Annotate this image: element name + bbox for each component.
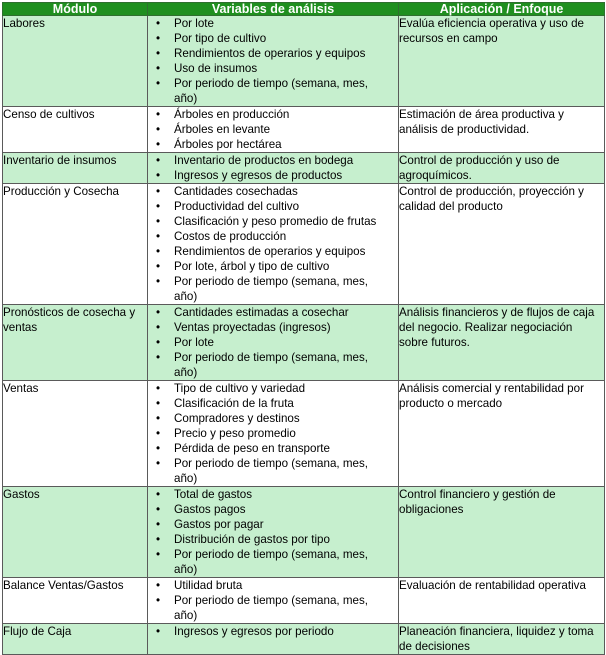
module-name: Censo de cultivos: [3, 107, 148, 153]
application-text: Control de producción, proyección y calidad del producto: [399, 184, 605, 305]
bullet-icon: •: [155, 397, 161, 410]
application-text: Análisis financieros y de flujos de caja del negocio. Realizar negociación sobre futuros.: [399, 305, 605, 381]
variables-list: [148, 153, 398, 183]
variable-item: [148, 61, 398, 76]
bullet-icon: •: [155, 594, 161, 607]
variables-cell: [148, 107, 399, 153]
variable-text: Por periodo de tiempo (semana, mes, año): [174, 351, 368, 379]
bullet-icon: •: [155, 123, 161, 136]
variable-item: [148, 411, 398, 426]
variable-item: [148, 76, 398, 106]
bullet-icon: •: [155, 457, 161, 470]
variable-item: [148, 396, 398, 411]
variables-cell: [148, 153, 399, 184]
variables-list: [148, 184, 398, 304]
variable-item: [148, 578, 398, 593]
bullet-icon: •: [155, 215, 161, 228]
module-name: Flujo de Caja: [3, 624, 148, 655]
variable-text: Clasificación de la fruta: [174, 397, 294, 410]
application-text: Estimación de área productiva y análisis de productividad.: [399, 107, 605, 153]
header-modulo: Módulo: [3, 3, 148, 16]
variable-text: Ingresos y egresos de productos: [174, 169, 343, 182]
bullet-icon: •: [155, 17, 161, 30]
variables-cell: [148, 305, 399, 381]
variable-item: [148, 229, 398, 244]
module-name: Ventas: [3, 381, 148, 487]
variable-text: Tipo de cultivo y variedad: [174, 382, 306, 395]
variable-item: [148, 259, 398, 274]
bullet-icon: •: [155, 442, 161, 455]
variable-item: [148, 532, 398, 547]
variable-text: Por lote: [174, 336, 214, 349]
variable-text: Productividad del cultivo: [174, 200, 300, 213]
bullet-icon: •: [155, 533, 161, 546]
variable-item: [148, 244, 398, 259]
application-text: Control de producción y uso de agroquímicos.: [399, 153, 605, 184]
variable-item: [148, 31, 398, 46]
variables-list: [148, 107, 398, 152]
variable-text: Por periodo de tiempo (semana, mes, año): [174, 594, 368, 622]
bullet-icon: •: [155, 32, 161, 45]
module-name: Inventario de insumos: [3, 153, 148, 184]
module-name: Producción y Cosecha: [3, 184, 148, 305]
variables-cell: [148, 624, 399, 655]
bullet-icon: •: [155, 154, 161, 167]
bullet-icon: •: [155, 77, 161, 90]
bullet-icon: •: [155, 306, 161, 319]
bullet-icon: •: [155, 518, 161, 531]
variable-item: [148, 593, 398, 623]
bullet-icon: •: [155, 412, 161, 425]
bullet-icon: •: [155, 138, 161, 151]
variables-list: [148, 16, 398, 106]
variables-list: [148, 381, 398, 486]
bullet-icon: •: [155, 108, 161, 121]
variable-item: [148, 214, 398, 229]
bullet-icon: •: [155, 230, 161, 243]
variable-item: [148, 335, 398, 350]
bullet-icon: •: [155, 200, 161, 213]
table-row: [3, 153, 605, 184]
variable-item: [148, 320, 398, 335]
bullet-icon: •: [155, 185, 161, 198]
variable-item: [148, 487, 398, 502]
variable-text: Por periodo de tiempo (semana, mes, año): [174, 275, 368, 303]
header-row: [3, 3, 605, 16]
variables-cell: [148, 16, 399, 107]
variable-text: Por lote, árbol y tipo de cultivo: [174, 260, 330, 273]
header-variables: Variables de análisis: [148, 3, 399, 16]
bullet-icon: •: [155, 336, 161, 349]
variable-text: Total de gastos: [174, 488, 252, 501]
variable-text: Por tipo de cultivo: [174, 32, 267, 45]
variable-item: [148, 381, 398, 396]
application-text: Planeación financiera, liquidez y toma de decisiones: [399, 624, 605, 655]
bullet-icon: •: [155, 427, 161, 440]
variable-text: Árboles por hectárea: [174, 138, 282, 151]
variable-text: Utilidad bruta: [174, 579, 243, 592]
variable-item: [148, 305, 398, 320]
table-row: [3, 624, 605, 655]
bullet-icon: •: [155, 62, 161, 75]
application-text: Evaluación de rentabilidad operativa: [399, 578, 605, 624]
analysis-modules-table: [2, 2, 605, 655]
variable-text: Rendimientos de operarios y equipos: [174, 47, 366, 60]
variable-text: Precio y peso promedio: [174, 427, 296, 440]
table-row: [3, 578, 605, 624]
bullet-icon: •: [155, 245, 161, 258]
variable-item: [148, 517, 398, 532]
variable-item: [148, 426, 398, 441]
variable-item: [148, 168, 398, 183]
variable-item: [148, 46, 398, 61]
variable-item: [148, 137, 398, 152]
variable-text: Cantidades cosechadas: [174, 185, 298, 198]
module-name: Labores: [3, 16, 148, 107]
variable-text: Por periodo de tiempo (semana, mes, año): [174, 77, 368, 105]
variable-item: [148, 122, 398, 137]
table-row: [3, 487, 605, 578]
variable-text: Clasificación y peso promedio de frutas: [174, 215, 377, 228]
bullet-icon: •: [155, 275, 161, 288]
table-row: [3, 184, 605, 305]
bullet-icon: •: [155, 488, 161, 501]
variable-text: Por periodo de tiempo (semana, mes, año): [174, 457, 368, 485]
variable-text: Árboles en producción: [174, 108, 290, 121]
variable-text: Uso de insumos: [174, 62, 258, 75]
variables-list: [148, 305, 398, 380]
variable-item: [148, 624, 398, 639]
variables-cell: [148, 487, 399, 578]
variable-item: [148, 153, 398, 168]
variable-text: Ventas proyectadas (ingresos): [174, 321, 331, 334]
application-text: Control financiero y gestión de obligaciones: [399, 487, 605, 578]
bullet-icon: •: [155, 579, 161, 592]
bullet-icon: •: [155, 47, 161, 60]
variable-text: Inventario de productos en bodega: [174, 154, 354, 167]
variables-cell: [148, 578, 399, 624]
variable-text: Cantidades estimadas a cosechar: [174, 306, 349, 319]
variable-item: [148, 199, 398, 214]
module-name: Balance Ventas/Gastos: [3, 578, 148, 624]
variable-text: Por lote: [174, 17, 214, 30]
table-body: [3, 16, 605, 655]
bullet-icon: •: [155, 321, 161, 334]
variable-text: Pérdida de peso en transporte: [174, 442, 330, 455]
variable-text: Rendimientos de operarios y equipos: [174, 245, 366, 258]
variable-text: Compradores y destinos: [174, 412, 300, 425]
module-name: Pronósticos de cosecha y ventas: [3, 305, 148, 381]
table-row: [3, 305, 605, 381]
application-text: Análisis comercial y rentabilidad por producto o mercado: [399, 381, 605, 487]
variable-text: Árboles en levante: [174, 123, 271, 136]
variable-item: [148, 502, 398, 517]
variable-item: [148, 441, 398, 456]
application-text: Evalúa eficiencia operativa y uso de recursos en campo: [399, 16, 605, 107]
bullet-icon: •: [155, 351, 161, 364]
bullet-icon: •: [155, 382, 161, 395]
table-header: [3, 3, 605, 16]
bullet-icon: •: [155, 169, 161, 182]
table-row: [3, 381, 605, 487]
variable-item: [148, 16, 398, 31]
variable-text: Gastos pagos: [174, 503, 246, 516]
header-aplicacion: Aplicación / Enfoque: [399, 3, 605, 16]
variables-list: [148, 578, 398, 623]
variable-text: Gastos por pagar: [174, 518, 264, 531]
variable-item: [148, 107, 398, 122]
variable-item: [148, 456, 398, 486]
variables-cell: [148, 381, 399, 487]
variable-text: Distribución de gastos por tipo: [174, 533, 330, 546]
variable-text: Costos de producción: [174, 230, 287, 243]
variable-item: [148, 547, 398, 577]
variables-list: [148, 487, 398, 577]
table-row: [3, 16, 605, 107]
variable-text: Por periodo de tiempo (semana, mes, año): [174, 548, 368, 576]
bullet-icon: •: [155, 625, 161, 638]
bullet-icon: •: [155, 503, 161, 516]
variable-text: Ingresos y egresos por periodo: [174, 625, 334, 638]
bullet-icon: •: [155, 260, 161, 273]
variable-item: [148, 274, 398, 304]
variable-item: [148, 184, 398, 199]
variable-item: [148, 350, 398, 380]
module-name: Gastos: [3, 487, 148, 578]
variables-cell: [148, 184, 399, 305]
variables-list: [148, 624, 398, 639]
bullet-icon: •: [155, 548, 161, 561]
table-row: [3, 107, 605, 153]
